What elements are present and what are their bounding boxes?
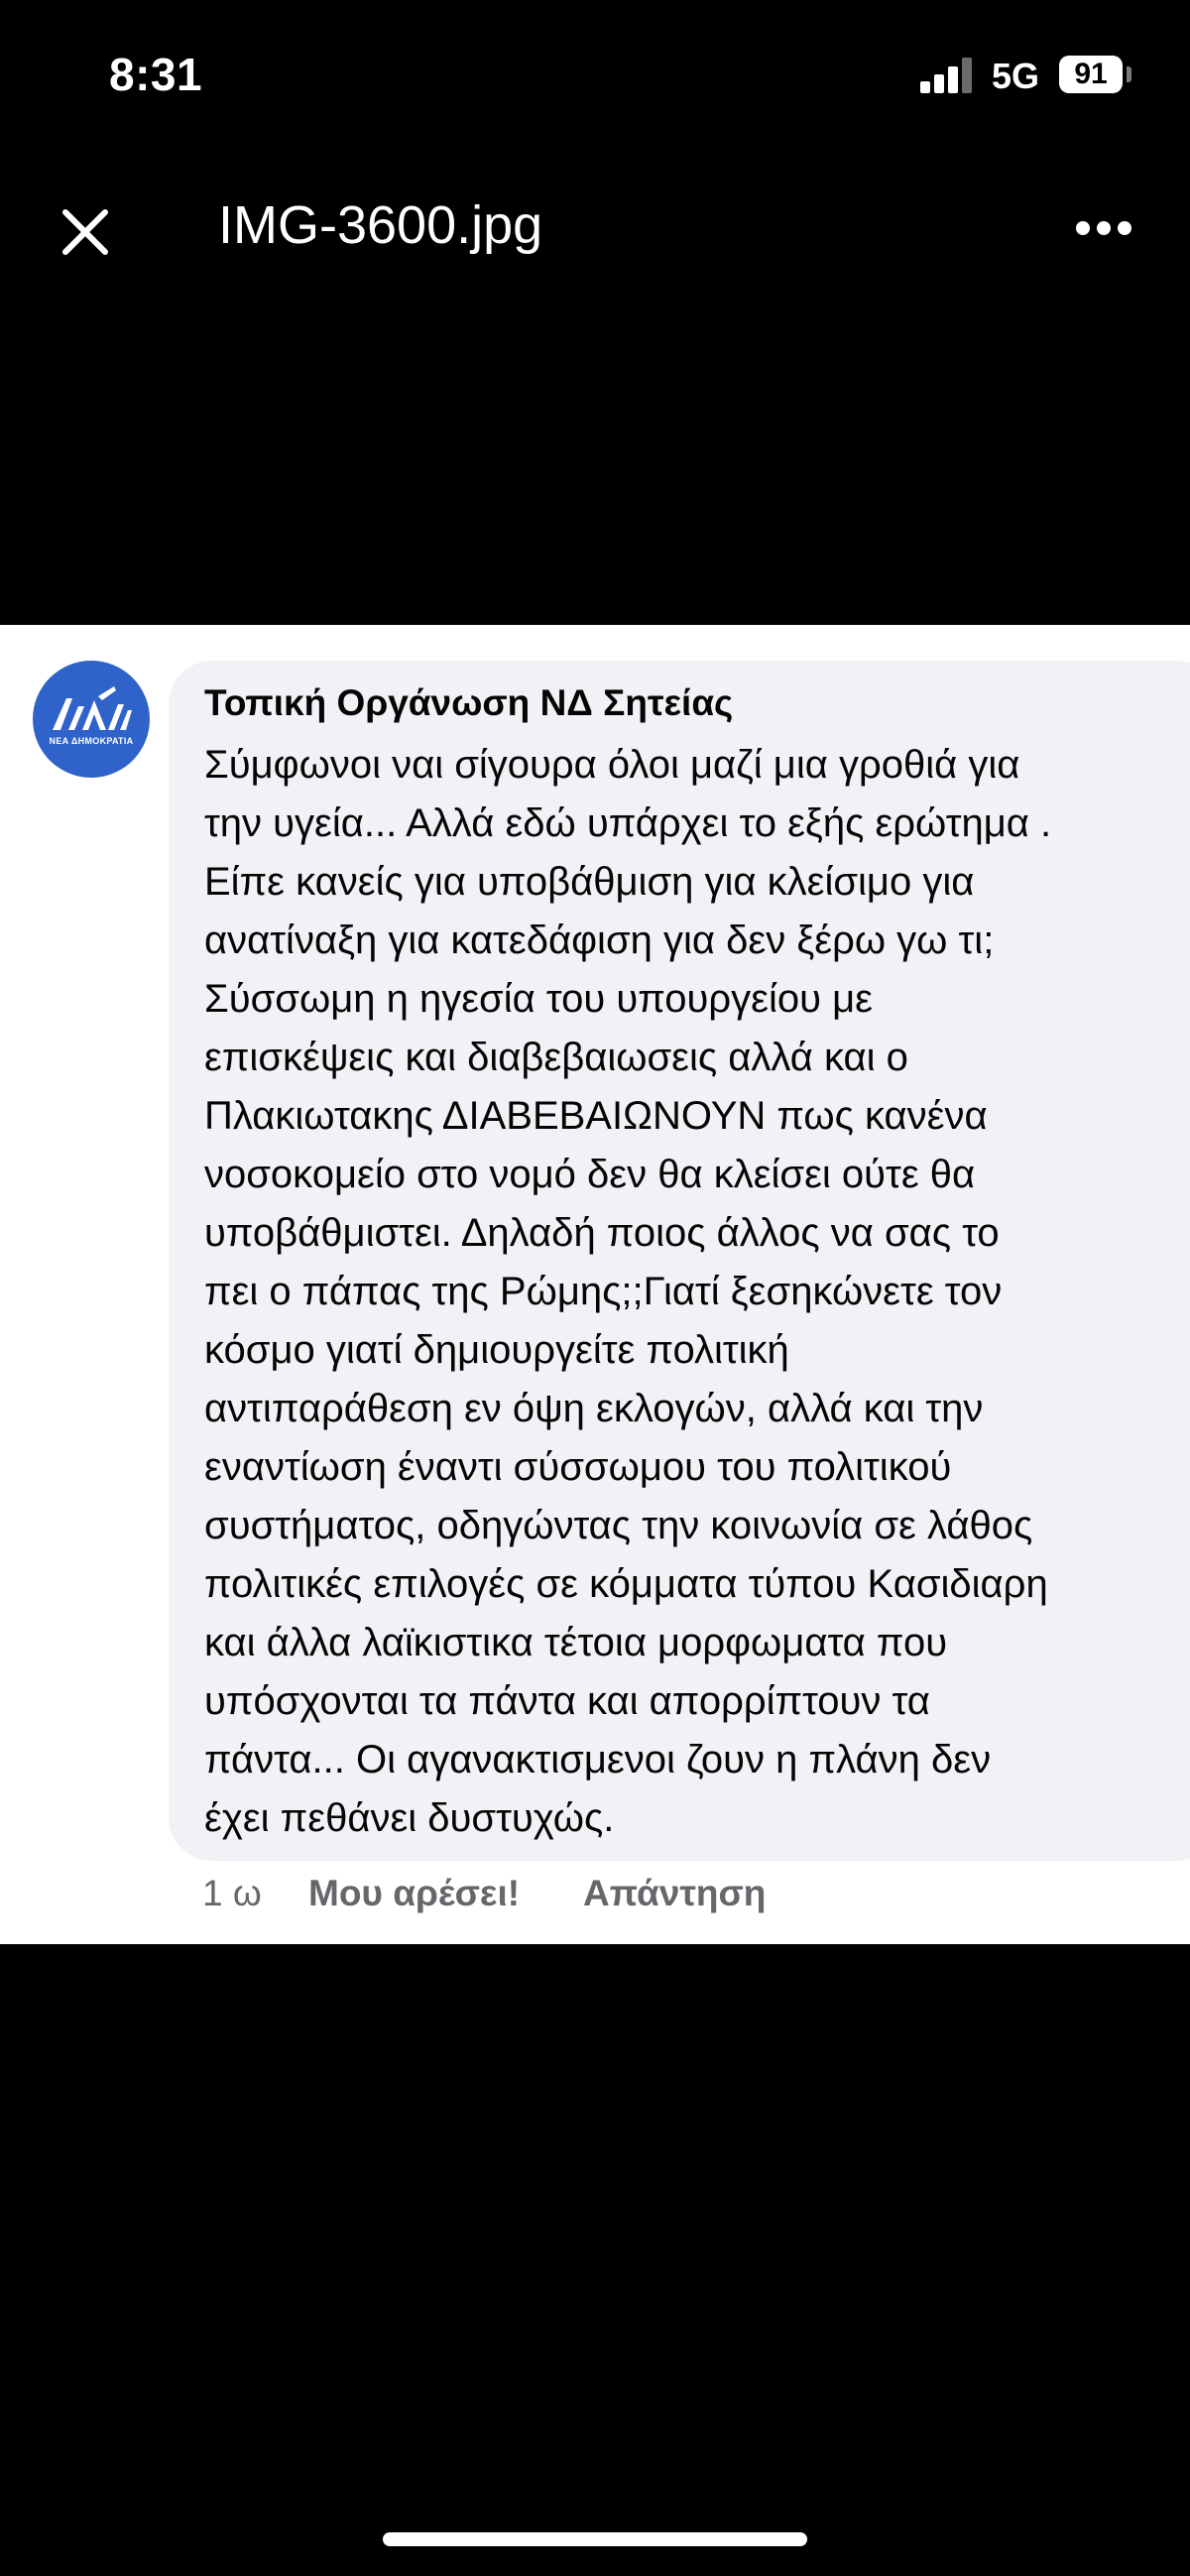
comment-line: υποβάθμιστει. Δηλαδή ποιος άλλος να σας το xyxy=(204,1211,1000,1255)
like-button[interactable]: Μου αρέσει! xyxy=(308,1873,521,1913)
status-bar xyxy=(0,0,1190,149)
close-icon[interactable] xyxy=(61,208,109,256)
comment-line: Σύσσωμη η ηγεσία του υπουργείου με xyxy=(204,977,873,1021)
comment-line: και άλλα λαϊκιστικα τέτοια μορφωματα που xyxy=(204,1621,948,1664)
more-icon[interactable] xyxy=(1075,216,1132,240)
comment-line: εναντίωση έναντι σύσσωμου του πολιτικού xyxy=(204,1445,952,1489)
comment-line: επισκέψεις και διαβεβαιωσεις αλλά και ο xyxy=(204,1036,908,1079)
comment-line: Σύμφωνοι ναι σίγουρα όλοι μαζί μια γροθιά για xyxy=(204,743,1020,787)
avatar[interactable] xyxy=(33,661,150,778)
viewer-header xyxy=(0,149,1190,307)
file-title: IMG-3600.jpg xyxy=(218,195,543,255)
status-time: 8:31 xyxy=(109,49,203,100)
comment-line: ανατίναξη για κατεδάφιση για δεν ξέρω γω τι; xyxy=(204,919,995,962)
comment-line: υπόσχονται τα πάντα και απορρίπτουν τα xyxy=(204,1679,930,1723)
comment-author[interactable]: Τοπική Οργάνωση ΝΔ Σητείας xyxy=(204,682,734,723)
comment-line: συστήματος, οδηγώντας την κοινωνία σε λάθος xyxy=(204,1504,1033,1547)
comment-line: Είπε κανείς για υποβάθμιση για κλείσιμο για xyxy=(204,860,975,904)
comment-line: πάντα... Οι αγανακτισμενοι ζουν η πλάνη δεν xyxy=(204,1738,992,1781)
battery-tip xyxy=(1127,66,1131,82)
comment-line: κόσμο γιατί δημιουργείτε πολιτική xyxy=(204,1328,789,1372)
comment-line: πολιτικές επιλογές σε κόμματα τύπου Κασιδιαρη xyxy=(204,1562,1048,1606)
comment-line: πει ο πάπας της Ρώμης;;Γιατί ξεσηκώνετε τον xyxy=(204,1270,1003,1313)
battery-icon: 91 xyxy=(1059,56,1123,93)
comment-line: Πλακιωτακης ΔΙΑΒΕΒΑΙΩΝΟΥΝ πως κανένα xyxy=(204,1094,988,1138)
nd-logo-icon xyxy=(33,661,150,778)
signal-icon xyxy=(920,58,974,93)
avatar-caption: ΝΕΑ ΔΗΜΟΚΡΑΤΙΑ xyxy=(49,736,134,746)
home-indicator[interactable] xyxy=(383,2532,807,2546)
comment-line: νοσοκομείο στο νομό δεν θα κλείσει ούτε θα xyxy=(204,1153,976,1196)
network-type: 5G xyxy=(992,56,1040,96)
reply-button[interactable]: Απάντηση xyxy=(583,1873,767,1913)
comment-line: έχει πεθάνει δυστυχώς. xyxy=(204,1796,615,1840)
comment-text xyxy=(204,736,1186,1848)
comment-line: αντιπαράθεση εν όψη εκλογών, αλλά και την xyxy=(204,1387,984,1430)
comment-time: 1 ω xyxy=(202,1873,262,1913)
comment-line: την υγεία... Αλλά εδώ υπάρχει το εξής ερώτημα . xyxy=(204,801,1052,845)
